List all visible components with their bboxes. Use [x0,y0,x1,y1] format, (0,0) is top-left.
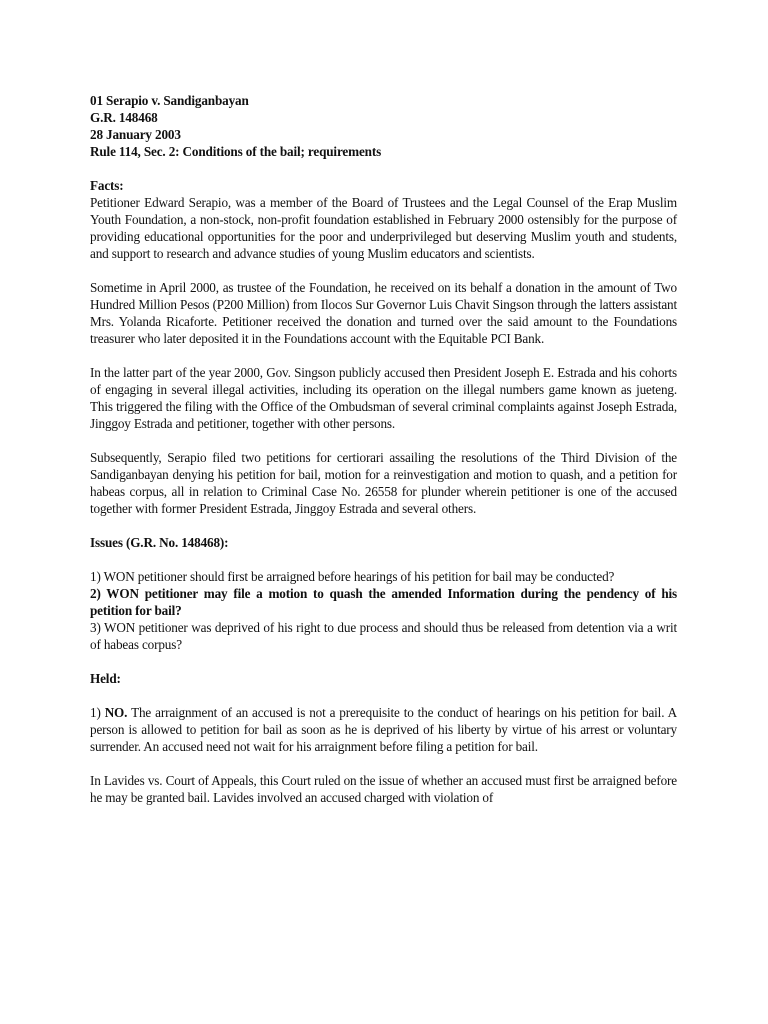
spacer [90,160,677,177]
spacer [90,347,677,364]
held-paragraph-2: In Lavides vs. Court of Appeals, this Court ruled on the issue of whether an accused must first be arraigned before he may be granted bail. Lavides involved an accused charged with violation of [90,773,677,805]
spacer [90,551,677,568]
facts-paragraph-2: Sometime in April 2000, as trustee of the Foundation, he received on its behalf a donation in the amount of Two Hundred Million Pesos (P200 Million) from Ilocos Sur Governor Luis Chavit Singson through the latters assistant Mrs. Yolanda Ricaforte. Petitioner received the donation and turned over the said amount to the Foundations treasurer who later deposited it in the Foundations account with the Equitable PCI Bank. [90,280,677,346]
facts-paragraph-4: Subsequently, Serapio filed two petitions for certiorari assailing the resolutions of the Third Division of the Sandiganbayan denying his petition for bail, motion for a reinvestigation and motion to quash, and a petition for habeas corpus, all in relation to Criminal Case No. 26558 for plunder wherein petitioner is one of the accused together with former President Estrada, Jinggoy Estrada and several others. [90,450,677,516]
case-date: 28 January 2003 [90,127,181,142]
issues-label: Issues (G.R. No. 148468): [90,535,229,550]
spacer [90,653,677,670]
issue-3: 3) WON petitioner was deprived of his right to due process and should thus be released from detention via a writ of habeas corpus? [90,620,677,652]
spacer [90,755,677,772]
spacer [90,262,677,279]
held-1-answer: NO. [104,705,128,720]
spacer [90,517,677,534]
document-page [90,92,677,806]
held-paragraph-1 [90,704,677,755]
facts-paragraph-1: Petitioner Edward Serapio, was a member of the Board of Trustees and the Legal Counsel of the Erap Muslim Youth Foundation, a non-stock, non-profit foundation established in February 2000 ostensibly for the purpose of providing educational opportunities for the poor and underprivileged but deserving Muslim youth and students, and support to research and advance studies of young Muslim educators and scientists. [90,195,677,261]
case-title: 01 Serapio v. Sandiganbayan [90,93,249,108]
case-gr-number: G.R. 148468 [90,110,158,125]
held-1-text: The arraignment of an accused is not a prerequisite to the conduct of hearings on his petition for bail. A person is allowed to petition for bail as soon as he is deprived of his liberty by virtue of his arrest or voluntary surrender. An accused need not wait for his arraignment before filing a petition for bail. [90,705,677,754]
issue-2: 2) WON petitioner may file a motion to quash the amended Information during the pendency of his petition for bail? [90,586,677,618]
held-1-prefix: 1) [90,705,105,720]
spacer [90,432,677,449]
facts-label: Facts: [90,178,124,193]
case-rule: Rule 114, Sec. 2: Conditions of the bail; requirements [90,144,382,159]
facts-paragraph-3: In the latter part of the year 2000, Gov. Singson publicly accused then President Joseph E. Estrada and his cohorts of engaging in several illegal activities, including its operation on the illegal numbers game known as jueteng. This triggered the filing with the Office of the Ombudsman of several criminal complaints against Joseph Estrada, Jinggoy Estrada and petitioner, together with other persons. [90,365,677,431]
issue-1: 1) WON petitioner should first be arraigned before hearings of his petition for bail may be conducted? [90,569,615,584]
held-label: Held: [90,671,121,686]
spacer [90,687,677,704]
